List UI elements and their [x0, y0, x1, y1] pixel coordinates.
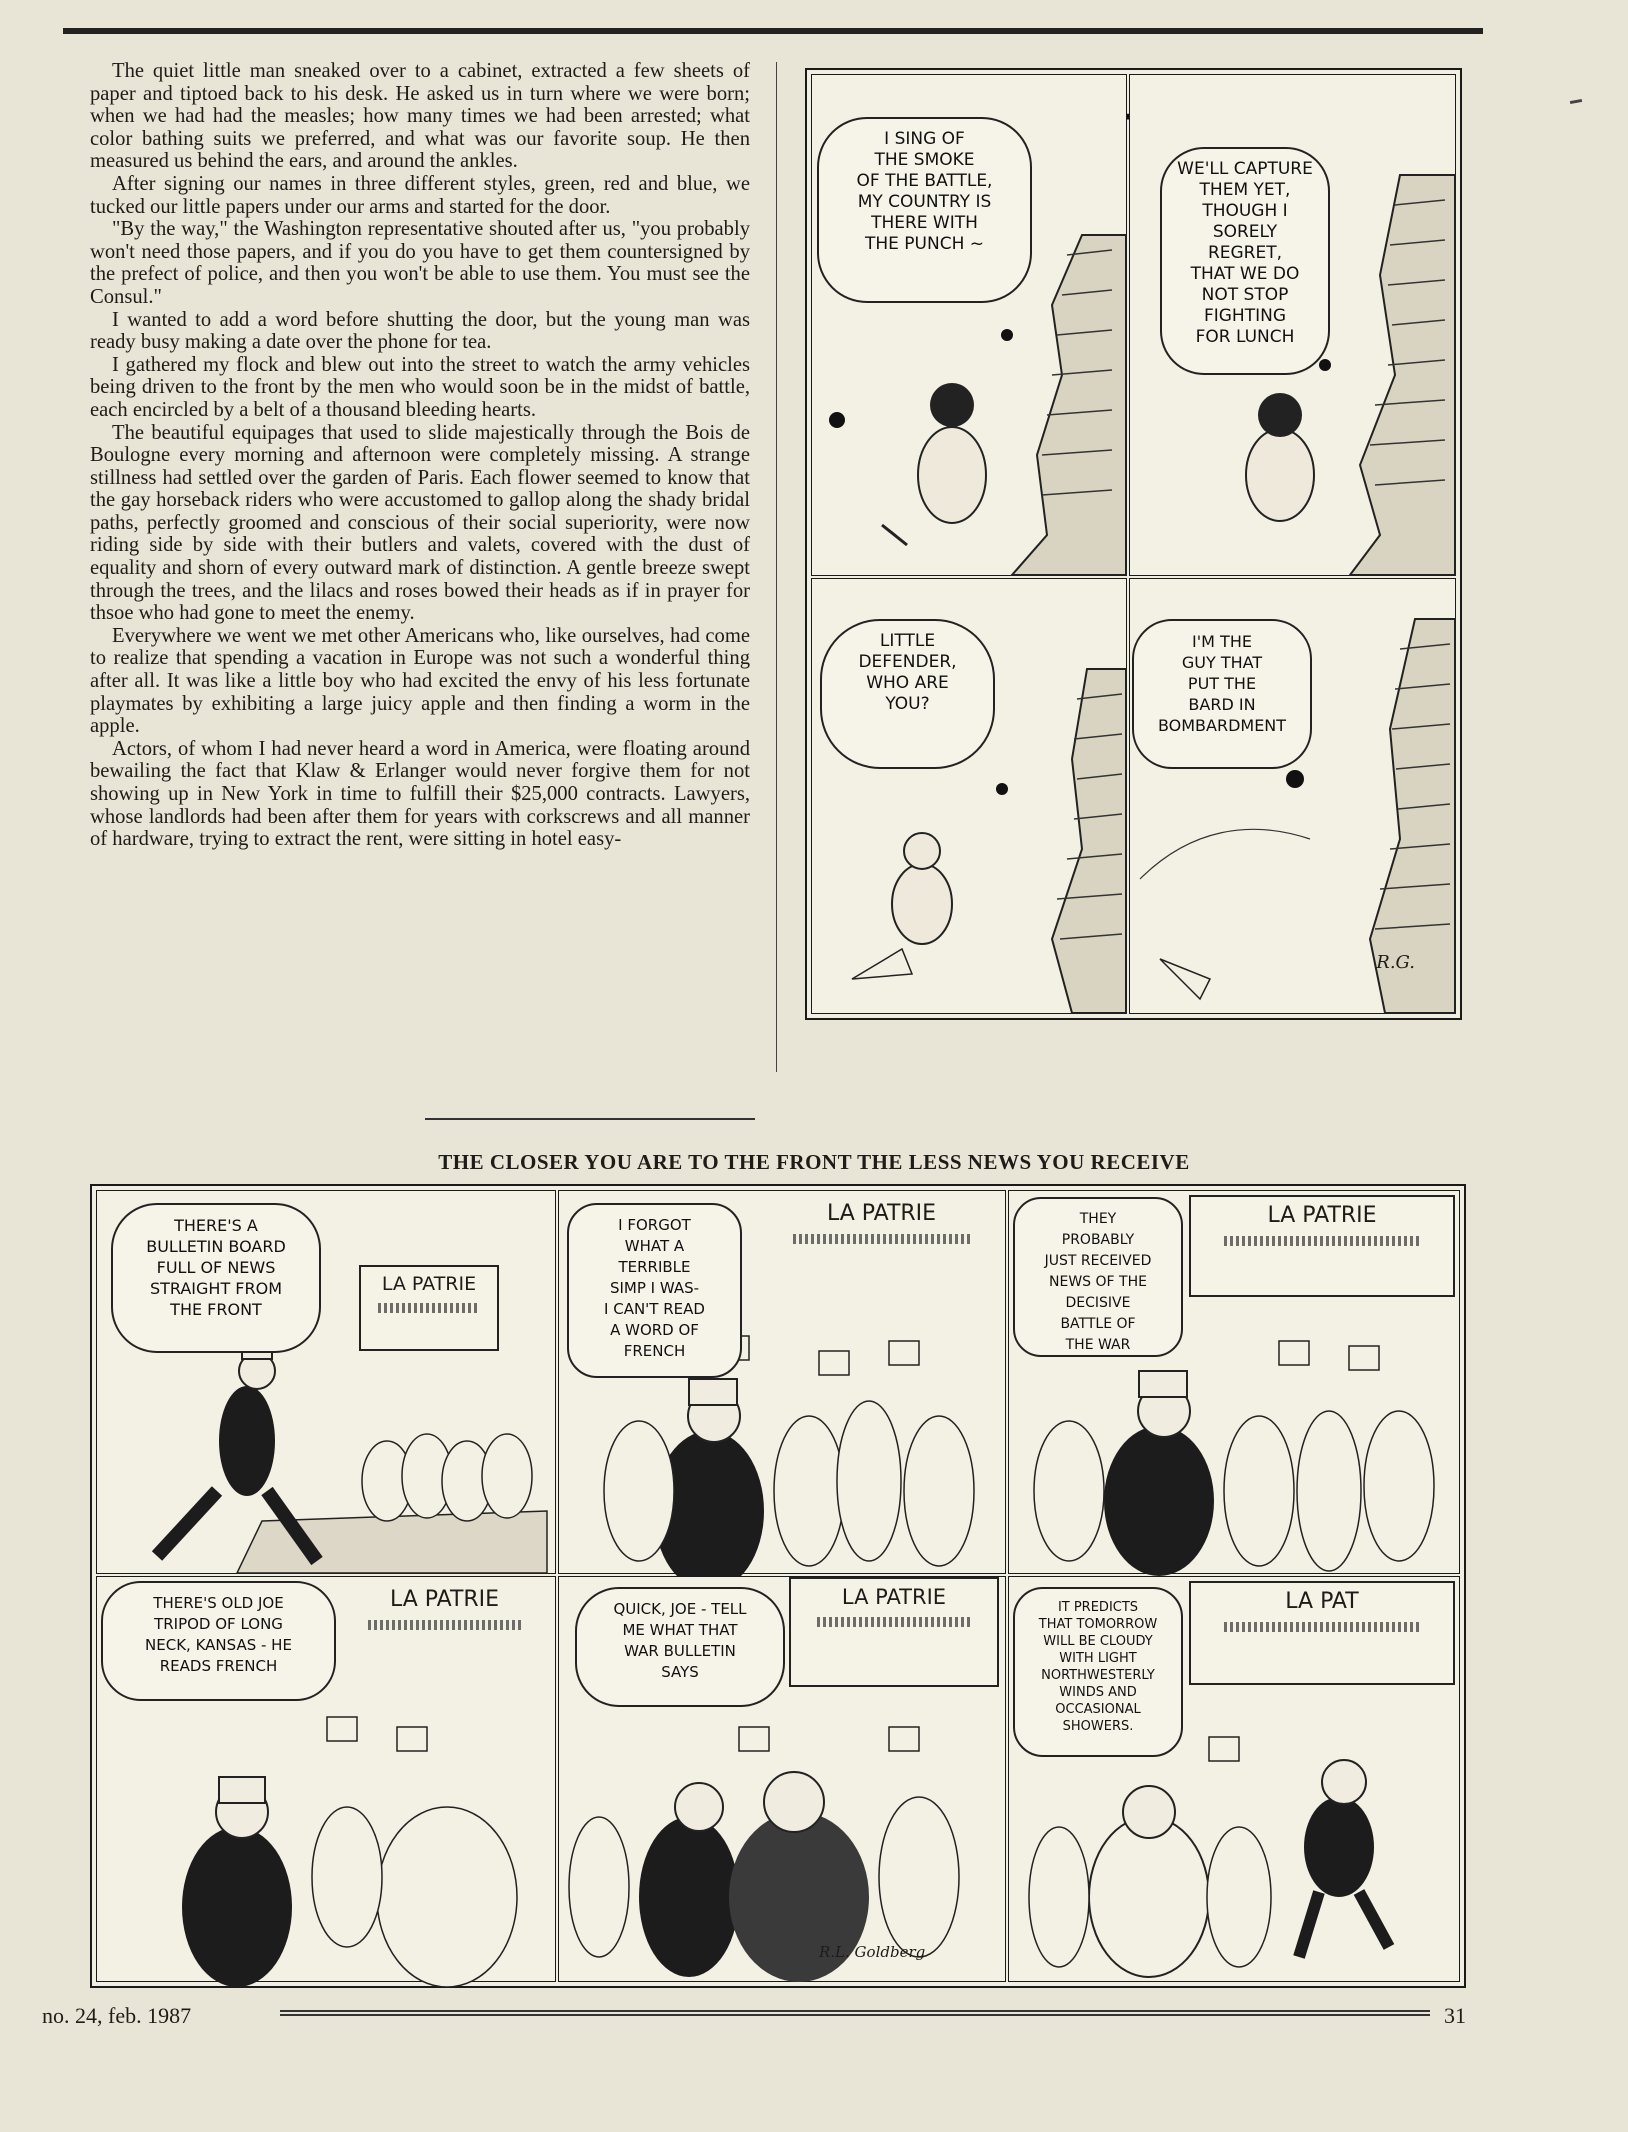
article-paragraph: The beautiful equipages that used to slide majestically through the Bois de Boulogne every morning and afternoon were completely missing. A strange stillness had settled over the garden of Paris. Each flower seemed to know that the gay horseback riders who were accustomed to gallop along the shady bridal paths, perfectly groomed and conscious of their social superiority, were now riding side by side with their butlers and valets, covered with the dust of equality and shorn of every outward mark of distinction. A gentle breeze swept through the trees, and the lilacs and roses bowed their heads as if in prayer for thsoe who had gone to meet the enemy.: [90, 421, 750, 625]
board-scribble: [378, 1303, 480, 1313]
article-paragraph: "By the way," the Washington representative shouted after us, "you probably won't need those papers, and if you do you have to get them countersigned by the prefect of police, and then you won't be able to use them. You must see the Consul.": [90, 218, 750, 308]
board-scribble: [793, 1234, 969, 1244]
speech-bubble: I SING OF THE SMOKE OF THE BATTLE, MY COUNTRY IS THERE WITH THE PUNCH ~: [817, 117, 1032, 303]
bulletin-board: [789, 1577, 999, 1687]
bulletin-board: [764, 1195, 999, 1295]
article-paragraph: I gathered my flock and blew out into the street to watch the army vehicles being driven to the front by the men who would soon be in the midst of battle, each encircled by a belt of a thousand bleeding hearts.: [90, 353, 750, 421]
bulletin-board: [1189, 1195, 1455, 1297]
comic-panel: [558, 1190, 1006, 1574]
issue-label: no. 24, feb. 1987: [42, 2003, 192, 2028]
speech-bubble: QUICK, JOE - TELL ME WHAT THAT WAR BULLETIN SAYS: [575, 1587, 785, 1707]
speech-bubble: THERE'S OLD JOE TRIPOD OF LONG NECK, KANSAS - HE READS FRENCH: [101, 1581, 336, 1701]
artist-signature: R.G.: [1376, 952, 1415, 973]
article-paragraph: The quiet little man sneaked over to a cabinet, extracted a few sheets of paper and tiptoed back to his desk. He asked us in turn where we were born; when we had had the measles; how many times we had been arrested; what color bathing suits we preferred, and what was our favorite soup. He then measured us behind the ears, and around the ankles.: [90, 60, 750, 173]
comic-panel: [96, 1576, 556, 1982]
speech-bubble: THEY PROBABLY JUST RECEIVED NEWS OF THE DECISIVE BATTLE OF THE WAR: [1013, 1197, 1183, 1357]
footer-rule: [280, 2010, 1430, 2016]
board-scribble: [368, 1620, 522, 1630]
comic-panel: [558, 1576, 1006, 1982]
article-paragraph: After signing our names in three different styles, green, red and blue, we tucked our little papers under our arms and started for the door.: [90, 172, 750, 218]
artist-signature: R.L. Goldberg: [819, 1943, 926, 1961]
comic-caption: THE CLOSER YOU ARE TO THE FRONT THE LESS NEWS YOU RECEIVE: [438, 1150, 1190, 1174]
board-scribble: [1224, 1622, 1421, 1632]
bottom-comic-strip: [90, 1184, 1466, 1988]
margin-mark: [1570, 99, 1582, 104]
speech-bubble: IT PREDICTS THAT TOMORROW WILL BE CLOUDY WITH LIGHT NORTHWESTERLY WINDS AND OCCASIONAL SHOWERS.: [1013, 1587, 1183, 1757]
speech-bubble: I'M THE GUY THAT PUT THE BARD IN BOMBARDMENT: [1132, 619, 1312, 769]
board-title: LA PATRIE: [389, 1587, 500, 1612]
speech-bubble: THERE'S A BULLETIN BOARD FULL OF NEWS STRAIGHT FROM THE FRONT: [111, 1203, 321, 1353]
board-scribble: [817, 1617, 972, 1627]
comic-panel: [1008, 1190, 1460, 1574]
speech-bubble: I FORGOT WHAT A TERRIBLE SIMP I WAS- I CAN'T READ A WORD OF FRENCH: [567, 1203, 742, 1378]
bulletin-board: [1189, 1581, 1455, 1685]
board-title: LA PATRIE: [826, 1201, 937, 1226]
comic-panel: [811, 578, 1127, 1014]
column-divider: [776, 62, 777, 1072]
comic-panel: [1129, 74, 1456, 576]
section-rule: [425, 1118, 755, 1120]
speech-bubble: LITTLE DEFENDER, WHO ARE YOU?: [820, 619, 995, 769]
bulletin-board: [359, 1265, 499, 1351]
article-text: [90, 60, 750, 851]
board-title: LA PAT: [1285, 1589, 1359, 1614]
article-paragraph: Everywhere we went we met other Americans who, like ourselves, had come to realize that spending a vacation in Europe was not such a wonderful thing after all. It was like a little boy who had excited the envy of his less fortunate playmates by exhibiting a large juicy apple and then finding a worm in the apple.: [90, 624, 750, 738]
bulletin-board: [342, 1581, 547, 1676]
article-paragraph: Actors, of whom I had never heard a word in America, were floating around bewailing the fact that Klaw & Erlanger would never forgive them for not showing up in New York in time to fulfill their $25,000 contracts. Lawyers, whose landlords had been after them for years with corkscrews and all manner of hardware, trying to extract the rent, were sitting in hotel easy-: [90, 737, 750, 851]
im-the-guy-comic: [805, 68, 1462, 1020]
board-title: LA PATRIE: [381, 1273, 477, 1295]
board-title: LA PATRIE: [841, 1585, 947, 1609]
page-number: 31: [1444, 2003, 1466, 2028]
board-scribble: [1224, 1236, 1421, 1246]
top-rule: [63, 28, 1483, 34]
comic-panel: [811, 74, 1127, 576]
board-title: LA PATRIE: [1267, 1203, 1377, 1228]
comic-panel: [1129, 578, 1456, 1014]
comic-panel: [96, 1190, 556, 1574]
speech-bubble: WE'LL CAPTURE THEM YET, THOUGH I SORELY REGRET, THAT WE DO NOT STOP FIGHTING FOR LUNCH: [1160, 147, 1330, 375]
article-paragraph: I wanted to add a word before shutting the door, but the young man was ready busy making a date over the phone for tea.: [90, 308, 750, 354]
